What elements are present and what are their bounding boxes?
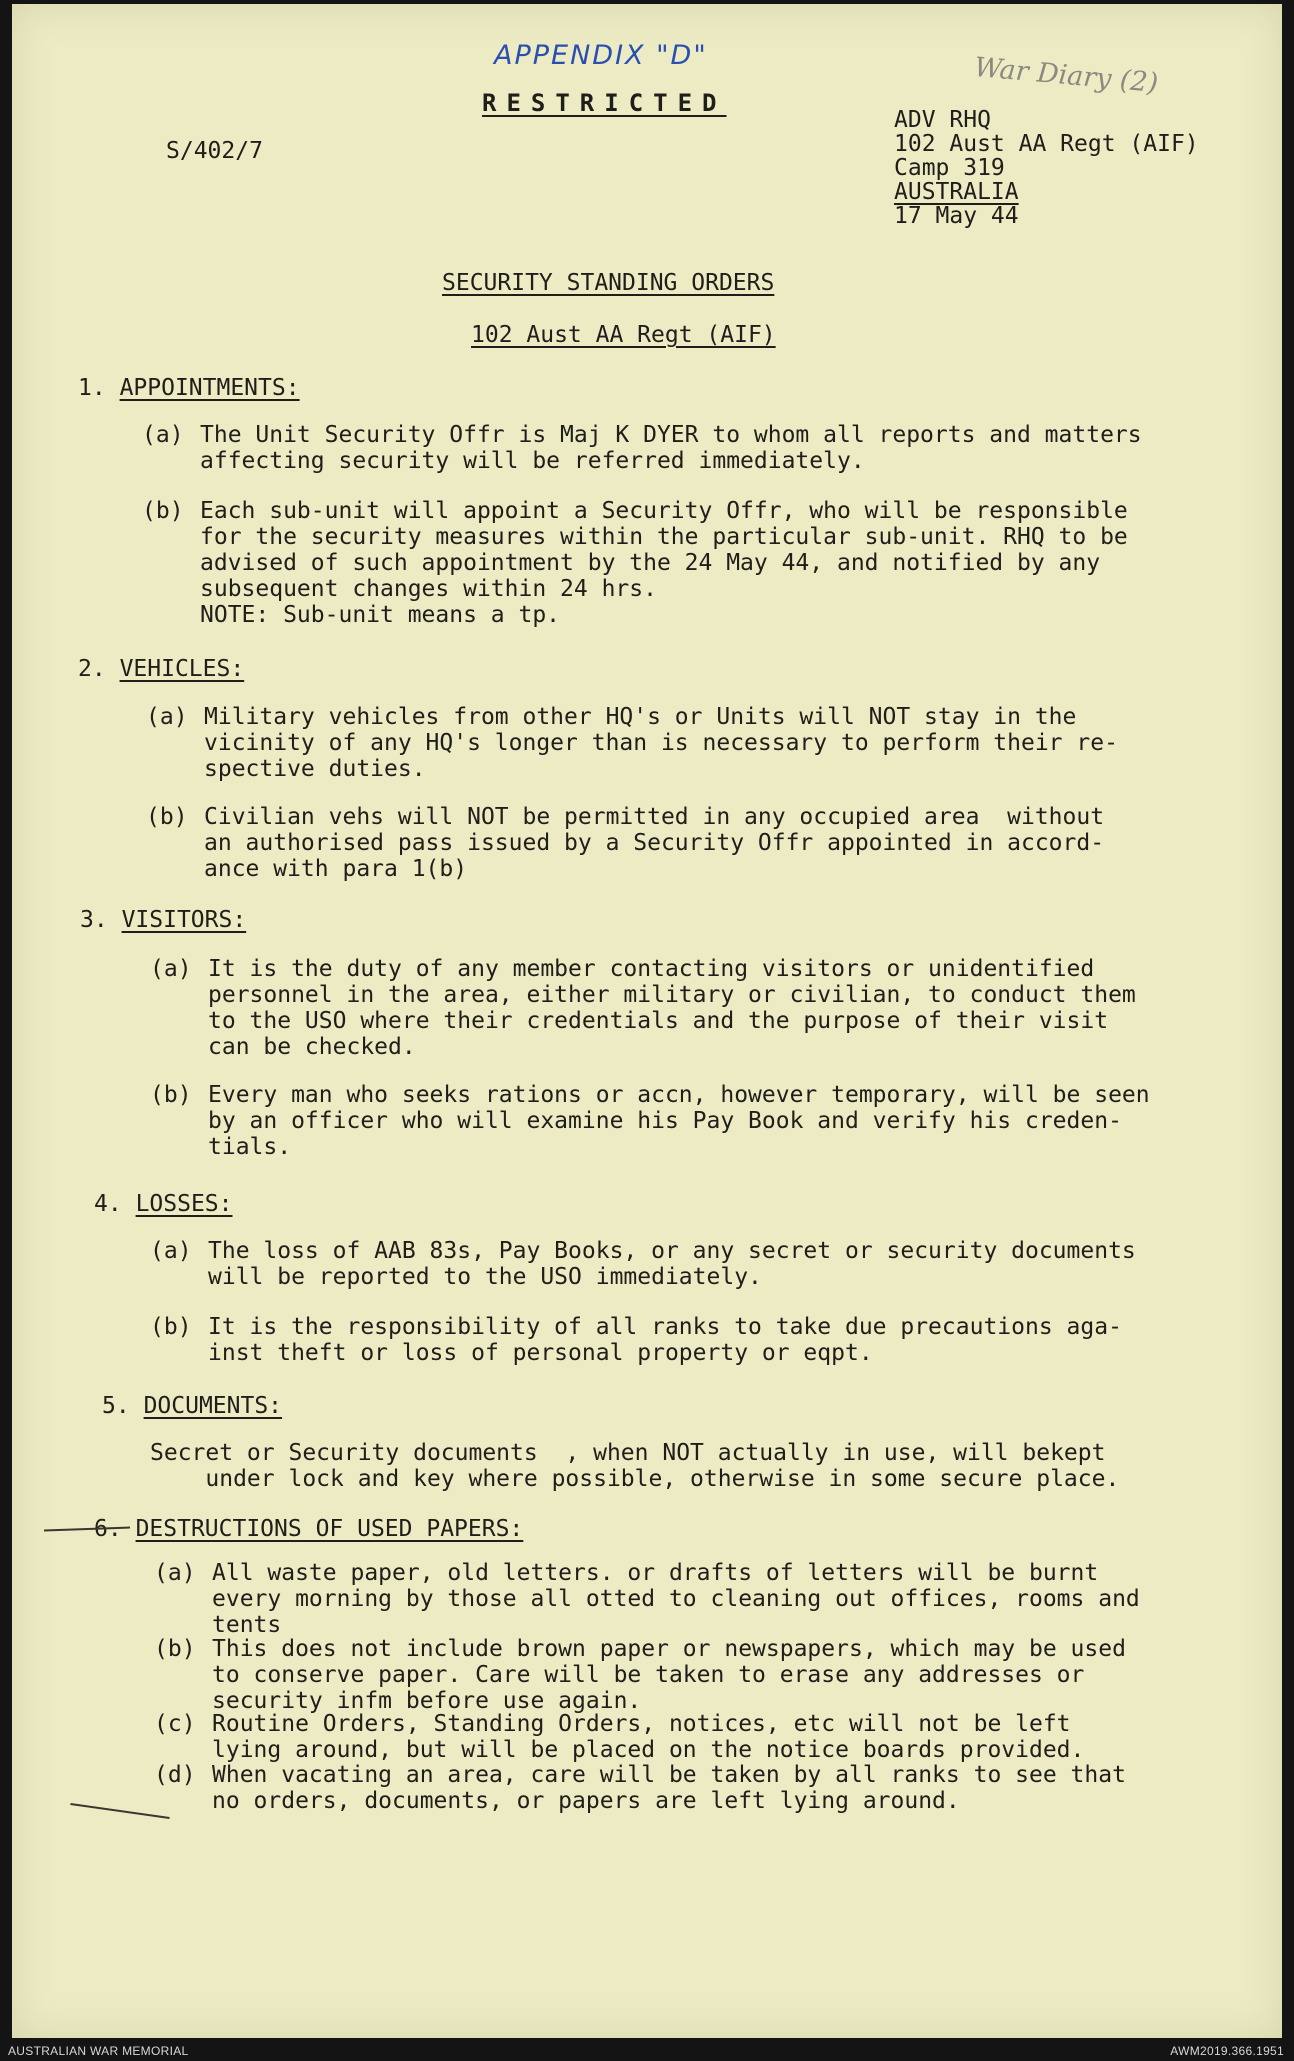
margin-pen-stroke	[70, 1803, 169, 1819]
text-line: Every man who seeks rations or accn, however temporary, will be seen	[208, 1082, 1150, 1108]
text-line: to conserve paper. Care will be taken to erase any addresses or	[212, 1662, 1085, 1688]
paragraph-label: (b)	[154, 1636, 196, 1662]
text-line: It is the responsibility of all ranks to take due precautions aga-	[208, 1314, 1122, 1340]
section-title: APPOINTMENTS:	[119, 375, 300, 401]
paragraph-label: (b)	[150, 1082, 192, 1108]
section-heading	[78, 375, 300, 401]
text-line: Secret or Security documents , when NOT actually in use, will bekept	[150, 1440, 1106, 1466]
address-line: ADV RHQ	[894, 107, 991, 133]
section-title: VISITORS:	[121, 907, 247, 933]
text-line: Civilian vehs will NOT be permitted in any occupied area without	[204, 804, 1105, 830]
document-subtitle: 102 Aust AA Regt (AIF)	[471, 322, 776, 348]
text-line: All waste paper, old letters. or drafts of letters will be burnt	[212, 1560, 1099, 1586]
document-title: SECURITY STANDING ORDERS	[442, 270, 775, 296]
text-line: Each sub-unit will appoint a Security Offr, who will be responsible	[200, 498, 1128, 524]
text-line: ance with para 1(b)	[204, 856, 468, 882]
text-line: security infm before use again.	[212, 1688, 642, 1714]
text-line: Military vehicles from other HQ's or Units will NOT stay in the	[204, 704, 1077, 730]
footer-accession-number: AWM2019.366.1951	[1170, 2044, 1284, 2058]
paragraph-label: (a)	[150, 1238, 192, 1264]
address-line: AUSTRALIA	[894, 179, 1019, 205]
section-number: 2.	[78, 656, 106, 682]
section-heading	[78, 656, 244, 682]
text-line: to the USO where their credentials and the purpose of their visit	[208, 1008, 1109, 1034]
text-line: an authorised pass issued by a Security Offr appointed in accord-	[204, 830, 1105, 856]
paragraph-label: (b)	[150, 1314, 192, 1340]
text-line: NOTE: Sub-unit means a tp.	[200, 602, 561, 628]
paragraph-label: (a)	[154, 1560, 196, 1586]
section-heading	[94, 1191, 233, 1217]
section-heading	[80, 907, 246, 933]
paragraph-label: (d)	[154, 1762, 196, 1788]
text-line: tials.	[208, 1134, 292, 1160]
section-number: 6.	[94, 1516, 122, 1542]
address-line: 102 Aust AA Regt (AIF)	[894, 131, 1199, 157]
document-page	[12, 4, 1282, 2038]
text-line: under lock and key where possible, otherwise in some secure place.	[150, 1466, 1120, 1492]
text-line: by an officer who will examine his Pay Book and verify his creden-	[208, 1108, 1122, 1134]
reference-number: S/402/7	[166, 138, 263, 164]
address-block	[894, 108, 1199, 228]
text-line: advised of such appointment by the 24 May 44, and notified by any	[200, 550, 1101, 576]
war-diary-annotation: War Diary (2)	[972, 52, 1160, 99]
text-line: This does not include brown paper or newspapers, which may be used	[212, 1636, 1126, 1662]
text-line: It is the duty of any member contacting visitors or unidentified	[208, 956, 1095, 982]
text-line: affecting security will be referred immediately.	[200, 448, 865, 474]
text-line: subsequent changes within 24 hrs.	[200, 576, 657, 602]
text-line: personnel in the area, either military or civilian, to conduct them	[208, 982, 1136, 1008]
address-line: Camp 319	[894, 155, 1005, 181]
section-number: 5.	[102, 1393, 130, 1419]
address-line: 17 May 44	[894, 203, 1019, 229]
text-line: lying around, but will be placed on the notice boards provided.	[212, 1737, 1085, 1763]
text-line: for the security measures within the particular sub-unit. RHQ to be	[200, 524, 1128, 550]
text-line: The loss of AAB 83s, Pay Books, or any secret or security documents	[208, 1238, 1136, 1264]
paragraph-label: (b)	[142, 498, 184, 524]
section-title: VEHICLES:	[119, 656, 245, 682]
text-line: no orders, documents, or papers are left lying around.	[212, 1788, 960, 1814]
text-line: can be checked.	[208, 1034, 416, 1060]
appendix-annotation: APPENDIX "D"	[494, 40, 708, 71]
paragraph-label: (b)	[146, 804, 188, 830]
text-line: When vacating an area, care will be taken by all ranks to see that	[212, 1762, 1126, 1788]
text-line: inst theft or loss of personal property or eqpt.	[208, 1340, 873, 1366]
paragraph-label: (a)	[142, 422, 184, 448]
text-line: every morning by those all otted to cleaning out offices, rooms and	[212, 1586, 1140, 1612]
text-line: spective duties.	[204, 756, 426, 782]
text-line: will be reported to the USO immediately.	[208, 1264, 762, 1290]
section-number: 4.	[94, 1191, 122, 1217]
text-line: Routine Orders, Standing Orders, notices, etc will not be left	[212, 1711, 1071, 1737]
section-number: 1.	[78, 375, 106, 401]
section-heading	[94, 1516, 523, 1542]
text-line: tents	[212, 1612, 282, 1638]
paragraph-label: (c)	[154, 1711, 196, 1737]
text-line: vicinity of any HQ's longer than is necessary to perform their re-	[204, 730, 1118, 756]
paragraph-label: (a)	[150, 956, 192, 982]
footer-archive-name: AUSTRALIAN WAR MEMORIAL	[8, 2044, 189, 2058]
section-title: DOCUMENTS:	[143, 1393, 283, 1419]
section-title: LOSSES:	[135, 1191, 233, 1217]
section-heading	[102, 1393, 282, 1419]
paragraph-label: (a)	[146, 704, 188, 730]
classification-heading: RESTRICTED	[482, 89, 727, 117]
text-line: The Unit Security Offr is Maj K DYER to whom all reports and matters	[200, 422, 1142, 448]
section-number: 3.	[80, 907, 108, 933]
section-title: DESTRUCTIONS OF USED PAPERS:	[135, 1516, 524, 1542]
